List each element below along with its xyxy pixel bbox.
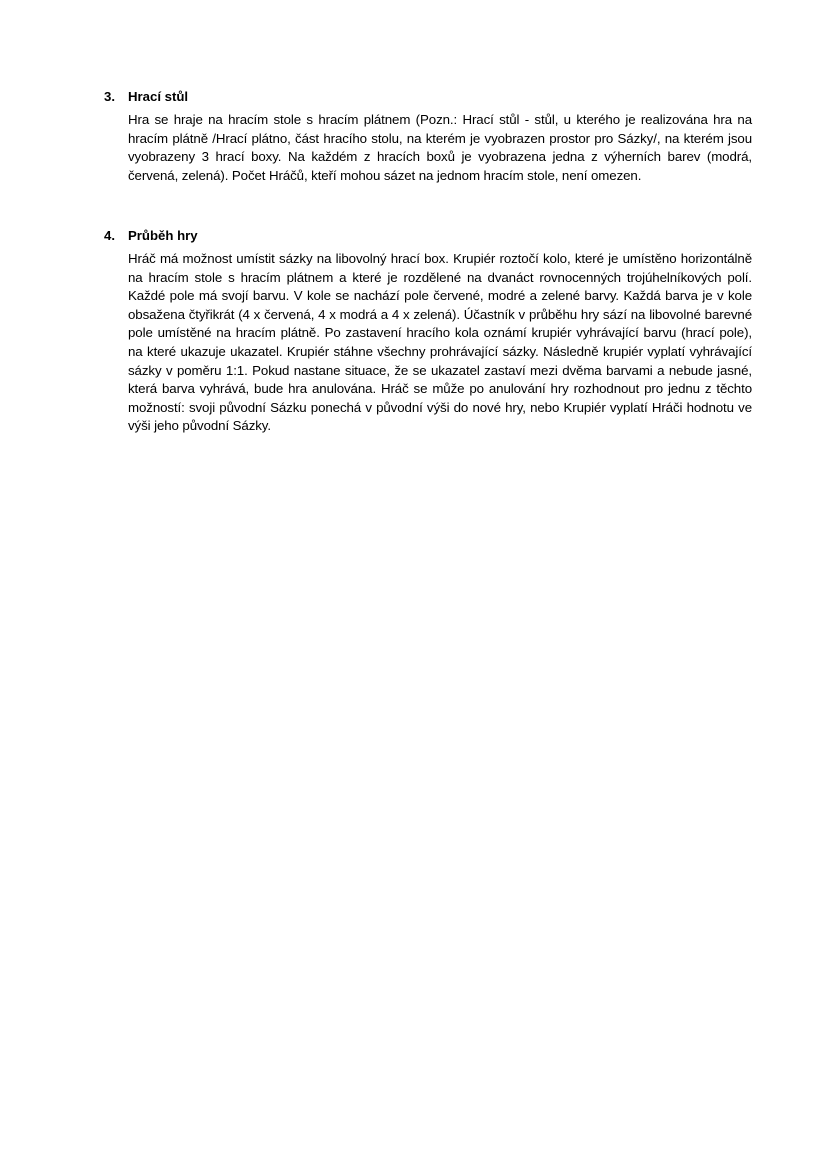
section-heading <box>104 88 752 106</box>
section-title: Hrací stůl <box>128 89 189 104</box>
section-paragraph: Hráč má možnost umístit sázky na libovolný hrací box. Krupiér roztočí kolo, které je umístěno horizontálně na hracím stole s hracím plátnem a které je rozdělené na dvanáct rovnocenných trojúhelníkových polí. Každé pole má svojí barvu. V kole se nachází pole červené, modré a zelené barvy. Každá barva je v kole obsažena čtyřikrát (4 x červená, 4 x modrá a 4 x zelená). Účastník v průběhu hry sází na libovolné barevné pole umístěné na hracím plátně. Po zastavení hracího kola oznámí krupiér vyhrávající barvu (hrací pole), na které ukazuje ukazatel. Krupiér stáhne všechny prohrávající sázky. Následně krupiér vyplatí vyhrávající sázky v poměru 1:1. Pokud nastane situace, že se ukazatel zastaví mezi dvěma barvami a nebude jasné, která barva vyhrává, bude hra anulována. Hráč se může po anulování hry rozhodnout pro jednu z těchto možností: svoji původní Sázku ponechá v původní výši do nové hry, nebo Krupiér vyplatí Hráči hodnotu ve výši jeho původní Sázky. <box>128 251 752 434</box>
section-prubeh-hry <box>104 227 752 436</box>
section-number: 4. <box>104 228 115 243</box>
section-hraci-stul <box>104 88 752 185</box>
section-number: 3. <box>104 89 115 104</box>
section-heading <box>104 227 752 245</box>
section-paragraph: Hra se hraje na hracím stole s hracím plátnem (Pozn.: Hrací stůl - stůl, u kterého je realizována hra na hracím plátně /Hrací plátno, část hracího stolu, na kterém je vyobrazen prostor pro Sázky/, na kterém jsou vyobrazeny 3 hrací boxy. Na každém z hracích boxů je vyobrazena jedna z výherních barev (modrá, červená, zelená). Počet Hráčů, kteří mohou sázet na jednom hracím stole, není omezen. <box>128 112 752 183</box>
section-title: Průběh hry <box>128 228 198 243</box>
